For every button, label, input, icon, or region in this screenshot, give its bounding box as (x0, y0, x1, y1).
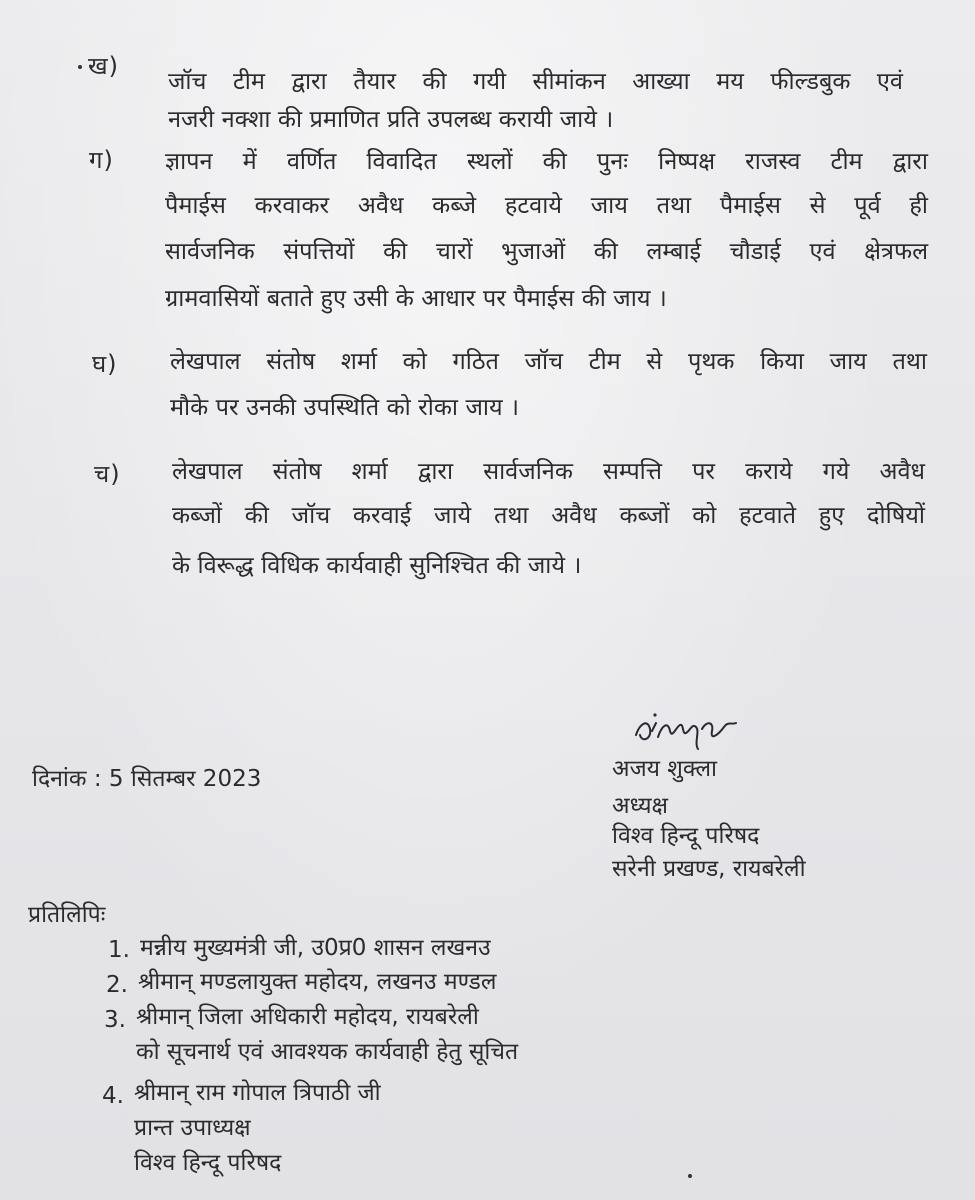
signatory-location: सरेनी प्रखण्ड, रायबरेली (612, 856, 806, 882)
cc-item-text: श्रीमान् राम गोपाल त्रिपाठी जी (134, 1080, 381, 1106)
point-line: ग्रामवासियों बताते हुए उसी के आधार पर पैमाईस की जाय । (165, 284, 667, 312)
signatory-name: अजय शुक्ला (612, 756, 718, 782)
point-line: जॉच टीम द्वारा तैयार की गयी सीमांकन आख्या मय फील्डबुक एवं (168, 67, 903, 95)
point-line: के विरूद्ध विधिक कार्यवाही सुनिश्चित की जाये । (172, 551, 582, 579)
point-line: नजरी नक्शा की प्रमाणित प्रति उपलब्ध करायी जाये । (168, 105, 614, 133)
letter-date: दिनांक : 5 सितम्बर 2023 (32, 766, 262, 792)
ink-speck (688, 1174, 692, 1178)
point-line: सार्वजनिक संपत्तियों की चारों भुजाओं की लम्बाई चौडाई एवं क्षेत्रफल (165, 237, 928, 265)
point-line: मौके पर उनकी उपस्थिति को रोका जाय । (170, 393, 520, 421)
point-line: पैमाईस करवाकर अवैध कब्जे हटवाये जाय तथा पैमाईस से पूर्व ही (165, 191, 928, 219)
cc-item-number: 1. (108, 937, 130, 963)
cc-item-text: विश्व हिन्दू परिषद (134, 1150, 282, 1176)
ink-speck (78, 65, 82, 69)
cc-item-text: प्रान्त उपाध्यक्ष (134, 1115, 251, 1141)
point-line: लेखपाल संतोष शर्मा को गठित जॉच टीम से पृथक किया जाय तथा (170, 347, 927, 375)
point-marker: ख) (88, 52, 119, 80)
signatory-designation: अध्यक्ष (612, 793, 669, 819)
handwritten-signature (632, 705, 742, 755)
cc-item-text: श्रीमान् जिला अधिकारी महोदय, रायबरेली (136, 1004, 479, 1030)
cc-item-number: 3. (104, 1007, 126, 1033)
point-line: कब्जों की जॉच करवाई जाये तथा अवैध कब्जों को हटवाते हुए दोषियों (172, 501, 925, 529)
cc-item-text: मन्नीय मुख्यमंत्री जी, उ0प्र0 शासन लखनउ (140, 935, 491, 961)
point-line: ज्ञापन में वर्णित विवादित स्थलों की पुनः निष्पक्ष राजस्व टीम द्वारा (165, 147, 928, 175)
cc-item-number: 2. (106, 972, 128, 998)
point-marker: च) (94, 460, 121, 488)
signatory-organization: विश्व हिन्दू परिषद (612, 823, 760, 849)
copy-to-heading: प्रतिलिपिः (28, 902, 106, 928)
point-line: लेखपाल संतोष शर्मा द्वारा सार्वजनिक सम्पत्ति पर कराये गये अवैध (172, 457, 925, 485)
cc-item-text: को सूचनार्थ एवं आवश्यक कार्यवाही हेतु सूचित (136, 1039, 519, 1065)
point-marker: घ) (92, 350, 118, 378)
cc-item-text: श्रीमान् मण्डलायुक्त महोदय, लखनउ मण्डल (138, 969, 497, 995)
point-marker: ग) (89, 146, 114, 174)
cc-item-number: 4. (102, 1083, 124, 1109)
